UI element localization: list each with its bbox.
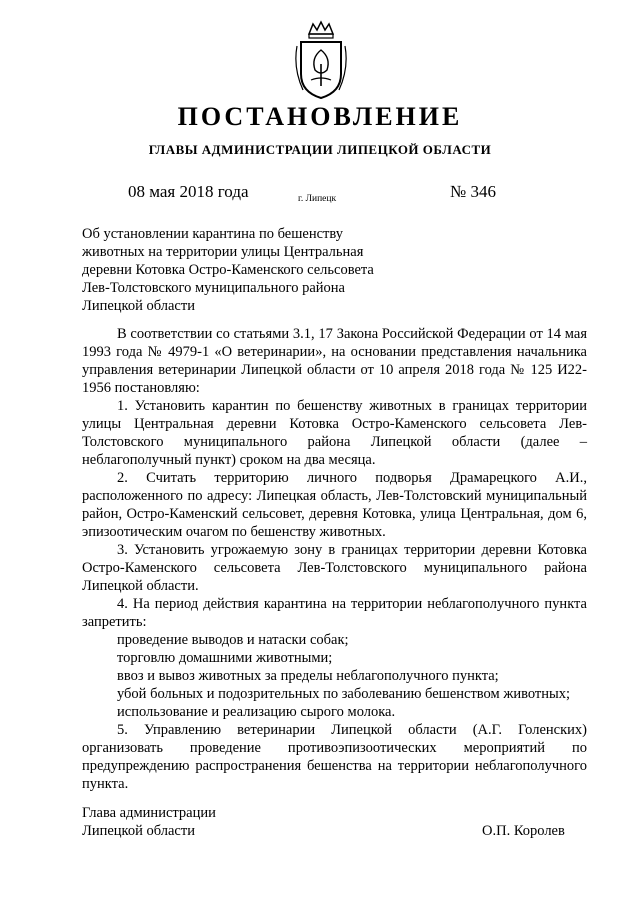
paragraph-2: 2. Считать территорию личного подворья Драмарецкого А.И., расположенного по адресу: Липецкая область, Лев-Толстовский муниципальный район, Остро-Каменский сельсовет, деревня Котовка, улица Центральная, дом 6, эпизоотическим очагом по бешенству животных. [82, 470, 587, 540]
heading-line: животных на территории улицы Центральная [82, 244, 364, 260]
heading-line: деревни Котовка Остро-Каменского сельсовета [82, 262, 374, 278]
document-title: ПОСТАНОВЛЕНИЕ [177, 102, 463, 131]
document-subtitle: ГЛАВЫ АДМИНИСТРАЦИИ ЛИПЕЦКОЙ ОБЛАСТИ [148, 142, 492, 157]
signatory-name: О.П. Королев [482, 823, 565, 839]
paragraph-5: 5. Управлению ветеринарии Липецкой области (А.Г. Голенских) организовать проведение противоэпизоотических мероприятий по предупреждению распространения бешенства на территории неблагополучного пункта. [82, 722, 587, 792]
list-item: проведение выводов и натаски собак; [117, 632, 349, 648]
document-number: № 346 [450, 182, 496, 201]
signatory-position-line: Глава администрации [82, 805, 216, 821]
list-item: использование и реализацию сырого молока. [117, 704, 396, 720]
coat-of-arms-icon [293, 20, 349, 100]
heading-line: Лев-Толстовского муниципального района [82, 280, 345, 296]
document-heading [82, 225, 412, 315]
paragraph-3: 3. Установить угрожаемую зону в границах территории деревни Котовка Остро-Каменского сельсовета Лев-Толстовского муниципального района Липецкой области. [82, 542, 587, 594]
document-city: г. Липецк [298, 194, 337, 204]
heading-line: Об установлении карантина по бешенству [82, 226, 343, 242]
heading-line: Липецкой области [82, 298, 195, 314]
paragraph-intro: В соответствии со статьями 3.1, 17 Закона Российской Федерации от 14 мая 1993 года № 4979-1 «О ветеринарии», на основании представления начальника управления ветеринарии Липецкой области от 10 апреля 2018 года № 125 И22-1956 постановляю: [82, 326, 587, 396]
list-item: ввоз и вывоз животных за пределы неблагополучного пункта; [117, 668, 499, 684]
paragraph-4: 4. На период действия карантина на территории неблагополучного пункта запретить: [82, 596, 587, 630]
list-item: торговлю домашними животными; [117, 650, 333, 666]
signatory-position-line: Липецкой области [82, 823, 195, 839]
paragraph-1: 1. Установить карантин по бешенству животных в границах территории улицы Центральная деревни Котовка Остро-Каменского сельсовета Лев-Толстовского муниципального района Липецкой области (далее – неблагополучный пункт) сроком на два месяца. [82, 398, 587, 468]
list-item: убой больных и подозрительных по заболеванию бешенством животных; [117, 686, 571, 702]
signatory-position [82, 804, 216, 840]
document-body [82, 325, 587, 793]
document-date: 08 мая 2018 года [128, 182, 249, 201]
